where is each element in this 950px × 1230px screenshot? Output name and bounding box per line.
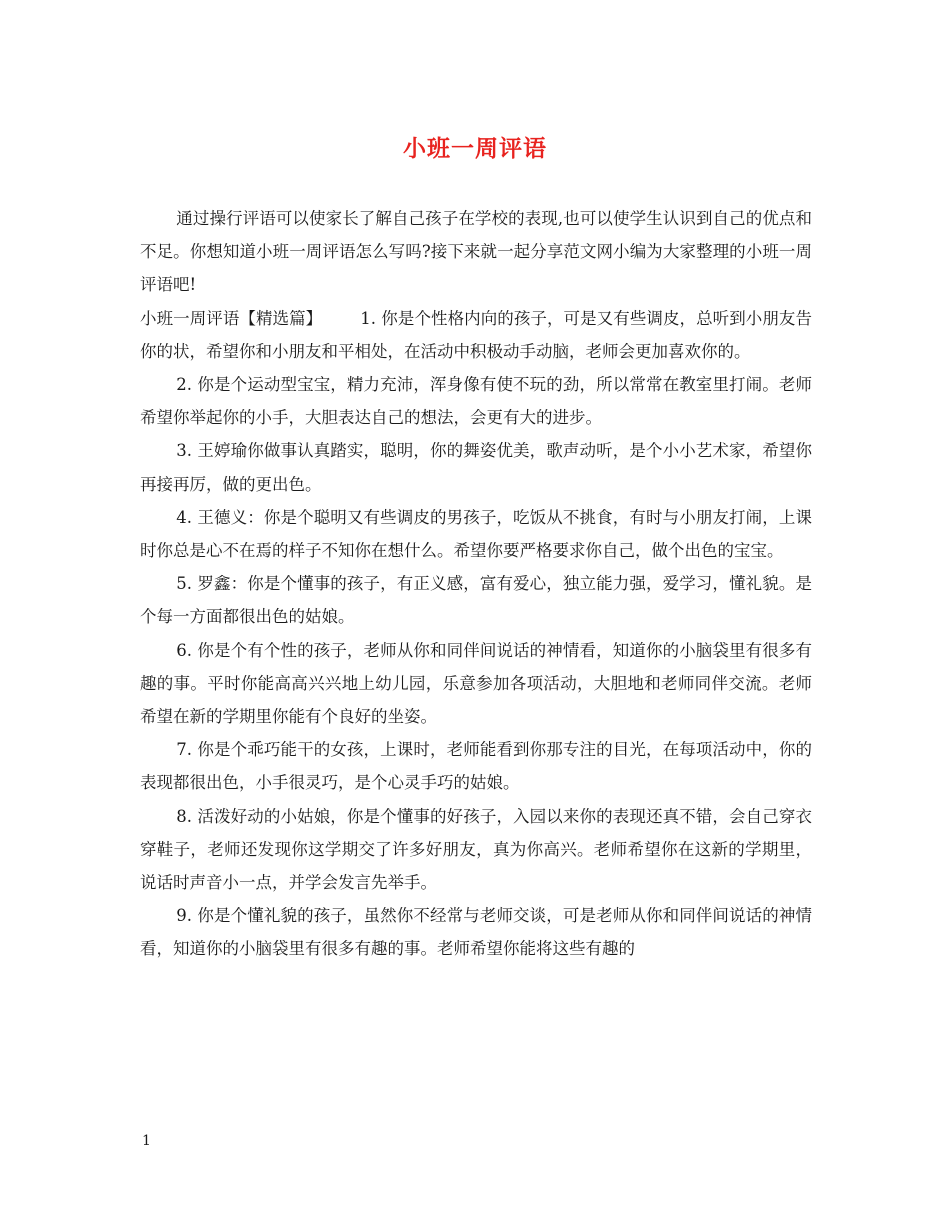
section-first-paragraph: [140, 302, 812, 368]
page-number: 1: [142, 1133, 151, 1149]
comment-paragraph-9: 9. 你是个懂礼貌的孩子，虽然你不经常与老师交谈，可是老师从你和同伴间说话的神情看，知道你的小脑袋里有很多有趣的事。老师希望你能将这些有趣的: [140, 906, 812, 959]
intro-paragraph: 通过操行评语可以使家长了解自己孩子在学校的表现,也可以使学生认识到自己的优点和不足。你想知道小班一周评语怎么写吗?接下来就一起分享范文网小编为大家整理的小班一周评语吧!: [140, 209, 812, 295]
comment-paragraph-2: 2. 你是个运动型宝宝，精力充沛，浑身像有使不玩的劲，所以常常在教室里打闹。老师希望你举起你的小手，大胆表达自己的想法，会更有大的进步。: [140, 375, 812, 428]
comment-paragraph-5: 5. 罗鑫：你是个懂事的孩子，有正义感，富有爱心，独立能力强，爱学习，懂礼貌。是个每一方面都很出色的姑娘。: [140, 574, 812, 627]
comment-paragraph-6: 6. 你是个有个性的孩子，老师从你和同伴间说话的神情看，知道你的小脑袋里有很多有趣的事。平时你能高高兴兴地上幼儿园，乐意参加各项活动，大胆地和老师同伴交流。老师希望在新的学期里你能有个良好的坐姿。: [140, 640, 812, 727]
comment-paragraph-8: 8. 活泼好动的小姑娘，你是个懂事的好孩子，入园以来你的表现还真不错，会自己穿衣穿鞋子，老师还发现你这学期交了许多好朋友，真为你高兴。老师希望你在这新的学期里，说话时声音小一点，并学会发言先举手。: [140, 806, 812, 893]
comment-paragraph-4: 4. 王德义：你是个聪明又有些调皮的男孩子，吃饭从不挑食，有时与小朋友打闹，上课时你总是心不在焉的样子不知你在想什么。希望你要严格要求你自己，做个出色的宝宝。: [140, 507, 812, 561]
section-heading: 小班一周评语【精选篇】: [140, 308, 323, 328]
comment-paragraph-3: 3. 王婷瑜你做事认真踏实，聪明，你的舞姿优美，歌声动听，是个小小艺术家，希望你再接再厉，做的更出色。: [140, 441, 812, 494]
document-body: [140, 202, 812, 966]
document-title: 小班一周评语: [403, 135, 547, 162]
comment-paragraph-7: 7. 你是个乖巧能干的女孩，上课时，老师能看到你那专注的目光，在每项活动中，你的表现都很出色，小手很灵巧，是个心灵手巧的姑娘。: [140, 740, 812, 793]
comment-paragraph-1: 1. 你是个性格内向的孩子，可是又有些调皮，总听到小朋友告你的状，希望你和小朋友和平相处，在活动中积极动手动脑，老师会更加喜欢你的。: [140, 308, 812, 361]
